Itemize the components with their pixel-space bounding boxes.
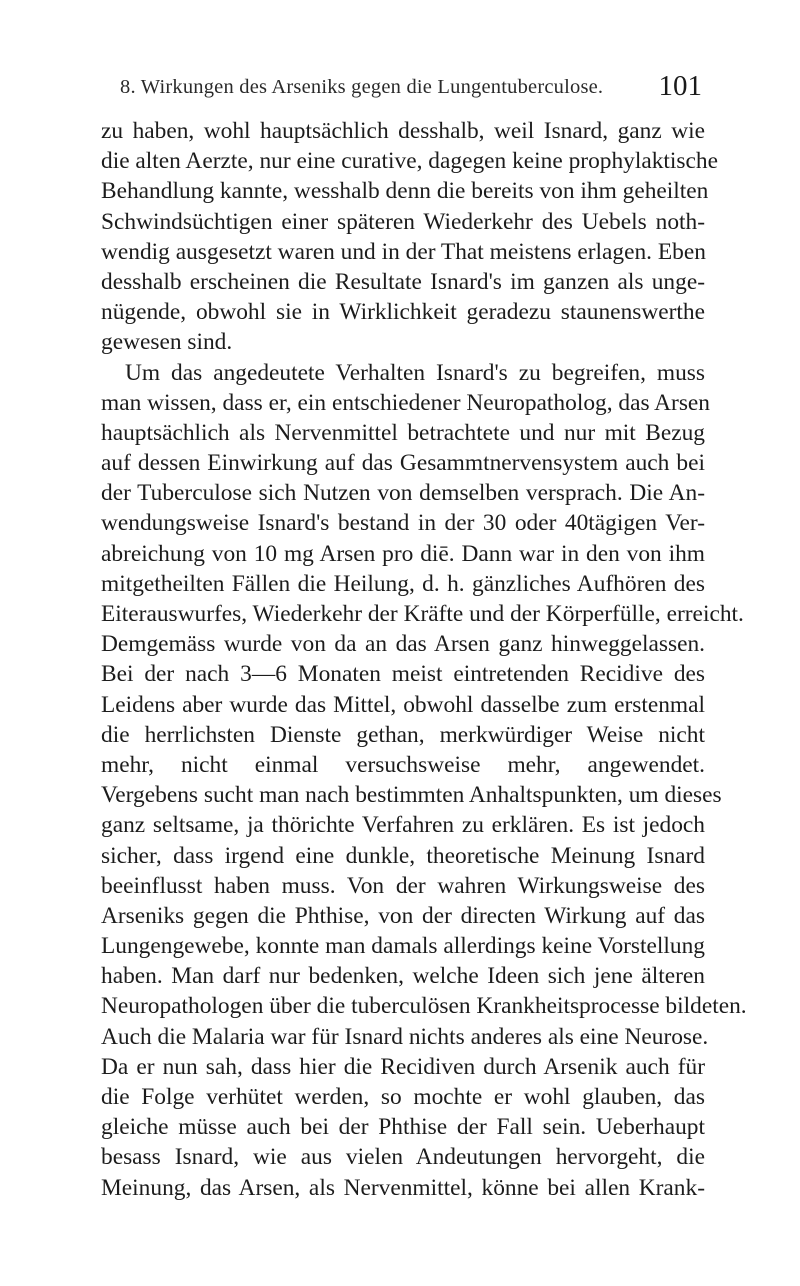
text-line: Da er nun sah, dass hier die Recidiven durch Arsenik auch für — [101, 1053, 705, 1080]
text-line: hauptsächlich als Nervenmittel betrachtete und nur mit Bezug — [101, 419, 705, 446]
text-line: mitgetheilten Fällen die Heilung, d. h. gänzliches Aufhören des — [101, 570, 705, 597]
text-line: sicher, dass irgend eine dunkle, theoretische Meinung Isnard — [101, 842, 705, 869]
text-line: Eiterauswurfes, Wiederkehr der Kräfte und der Körperfülle, erreicht. — [101, 601, 744, 627]
text-line: gleiche müsse auch bei der Phthise der Fall sein. Ueberhaupt — [101, 1114, 705, 1141]
text-line: nügende, obwohl sie in Wirklichkeit geradezu staunenswerthe — [101, 299, 705, 326]
text-line: Leidens aber wurde das Mittel, obwohl dasselbe zum erstenmal — [101, 691, 705, 718]
text-line: der Tuberculose sich Nutzen von demselben versprach. Die An- — [101, 480, 705, 507]
text-line: mehr, nicht einmal versuchsweise mehr, angewendet. — [101, 751, 705, 778]
text-line: die herrlichsten Dienste gethan, merkwürdiger Weise nicht — [101, 721, 705, 748]
text-line: beeinflusst haben muss. Von der wahren Wirkungsweise des — [101, 872, 705, 899]
text-line: haben. Man darf nur bedenken, welche Ideen sich jene älteren — [101, 963, 705, 990]
text-line: auf dessen Einwirkung auf das Gesammtnervensystem auch bei — [101, 450, 705, 477]
text-line: besass Isnard, wie aus vielen Andeutungen hervorgeht, die — [101, 1144, 705, 1171]
text-line: Arseniks gegen die Phthise, von der directen Wirkung auf das — [101, 902, 705, 929]
text-line: wendig ausgesetzt waren und in der That meistens erlagen. Eben — [101, 238, 706, 265]
text-line: Meinung, das Arsen, als Nervenmittel, könne bei allen Krank- — [101, 1174, 705, 1201]
text-line: desshalb erscheinen die Resultate Isnard's im ganzen als unge- — [101, 268, 705, 295]
text-line: Behandlung kannte, wesshalb denn die bereits von ihm geheilten — [101, 178, 709, 205]
running-title: 8. Wirkungen des Arseniks gegen die Lungentuberculose. — [120, 76, 604, 98]
text-line: Schwindsüchtigen einer späteren Wiederkehr des Uebels noth- — [101, 208, 705, 235]
page-number: 101 — [658, 70, 702, 102]
text-line: abreichung von 10 mg Arsen pro diē. Dann war in den von ihm — [101, 540, 705, 567]
text-line: Lungengewebe, konnte man damals allerdings keine Vorstellung — [101, 933, 705, 960]
text-line: Bei der nach 3—6 Monaten meist eintretenden Recidive des — [101, 661, 705, 688]
text-line: wendungsweise Isnard's bestand in der 30 oder 40tägigen Ver- — [101, 510, 705, 537]
running-head — [102, 70, 702, 110]
text-line: Auch die Malaria war für Isnard nichts anderes als eine Neurose. — [101, 1023, 709, 1050]
text-line: Demgemäss wurde von da an das Arsen ganz hinweggelassen. — [101, 631, 705, 658]
text-line: ganz seltsame, ja thörichte Verfahren zu erklären. Es ist jedoch — [101, 812, 705, 839]
text-line: Neuropathologen über die tuberculösen Krankheitsprocesse bildeten. — [101, 993, 747, 1020]
text-line: die Folge verhütet werden, so mochte er wohl glauben, das — [101, 1084, 705, 1110]
text-line: Vergebens sucht man nach bestimmten Anhaltspunkten, um dieses — [101, 782, 722, 809]
text-line: Um das angedeutete Verhalten Isnard's zu begreifen, muss — [125, 359, 705, 386]
text-line: die alten Aerzte, nur eine curative, dagegen keine prophylaktische — [101, 148, 718, 175]
body-text — [101, 116, 747, 1203]
text-line: gewesen sind. — [101, 329, 233, 356]
text-line: man wissen, dass er, ein entschiedener Neuropatholog, das Arsen — [101, 389, 711, 416]
text-line: zu haben, wohl hauptsächlich desshalb, weil Isnard, ganz wie — [101, 118, 705, 144]
